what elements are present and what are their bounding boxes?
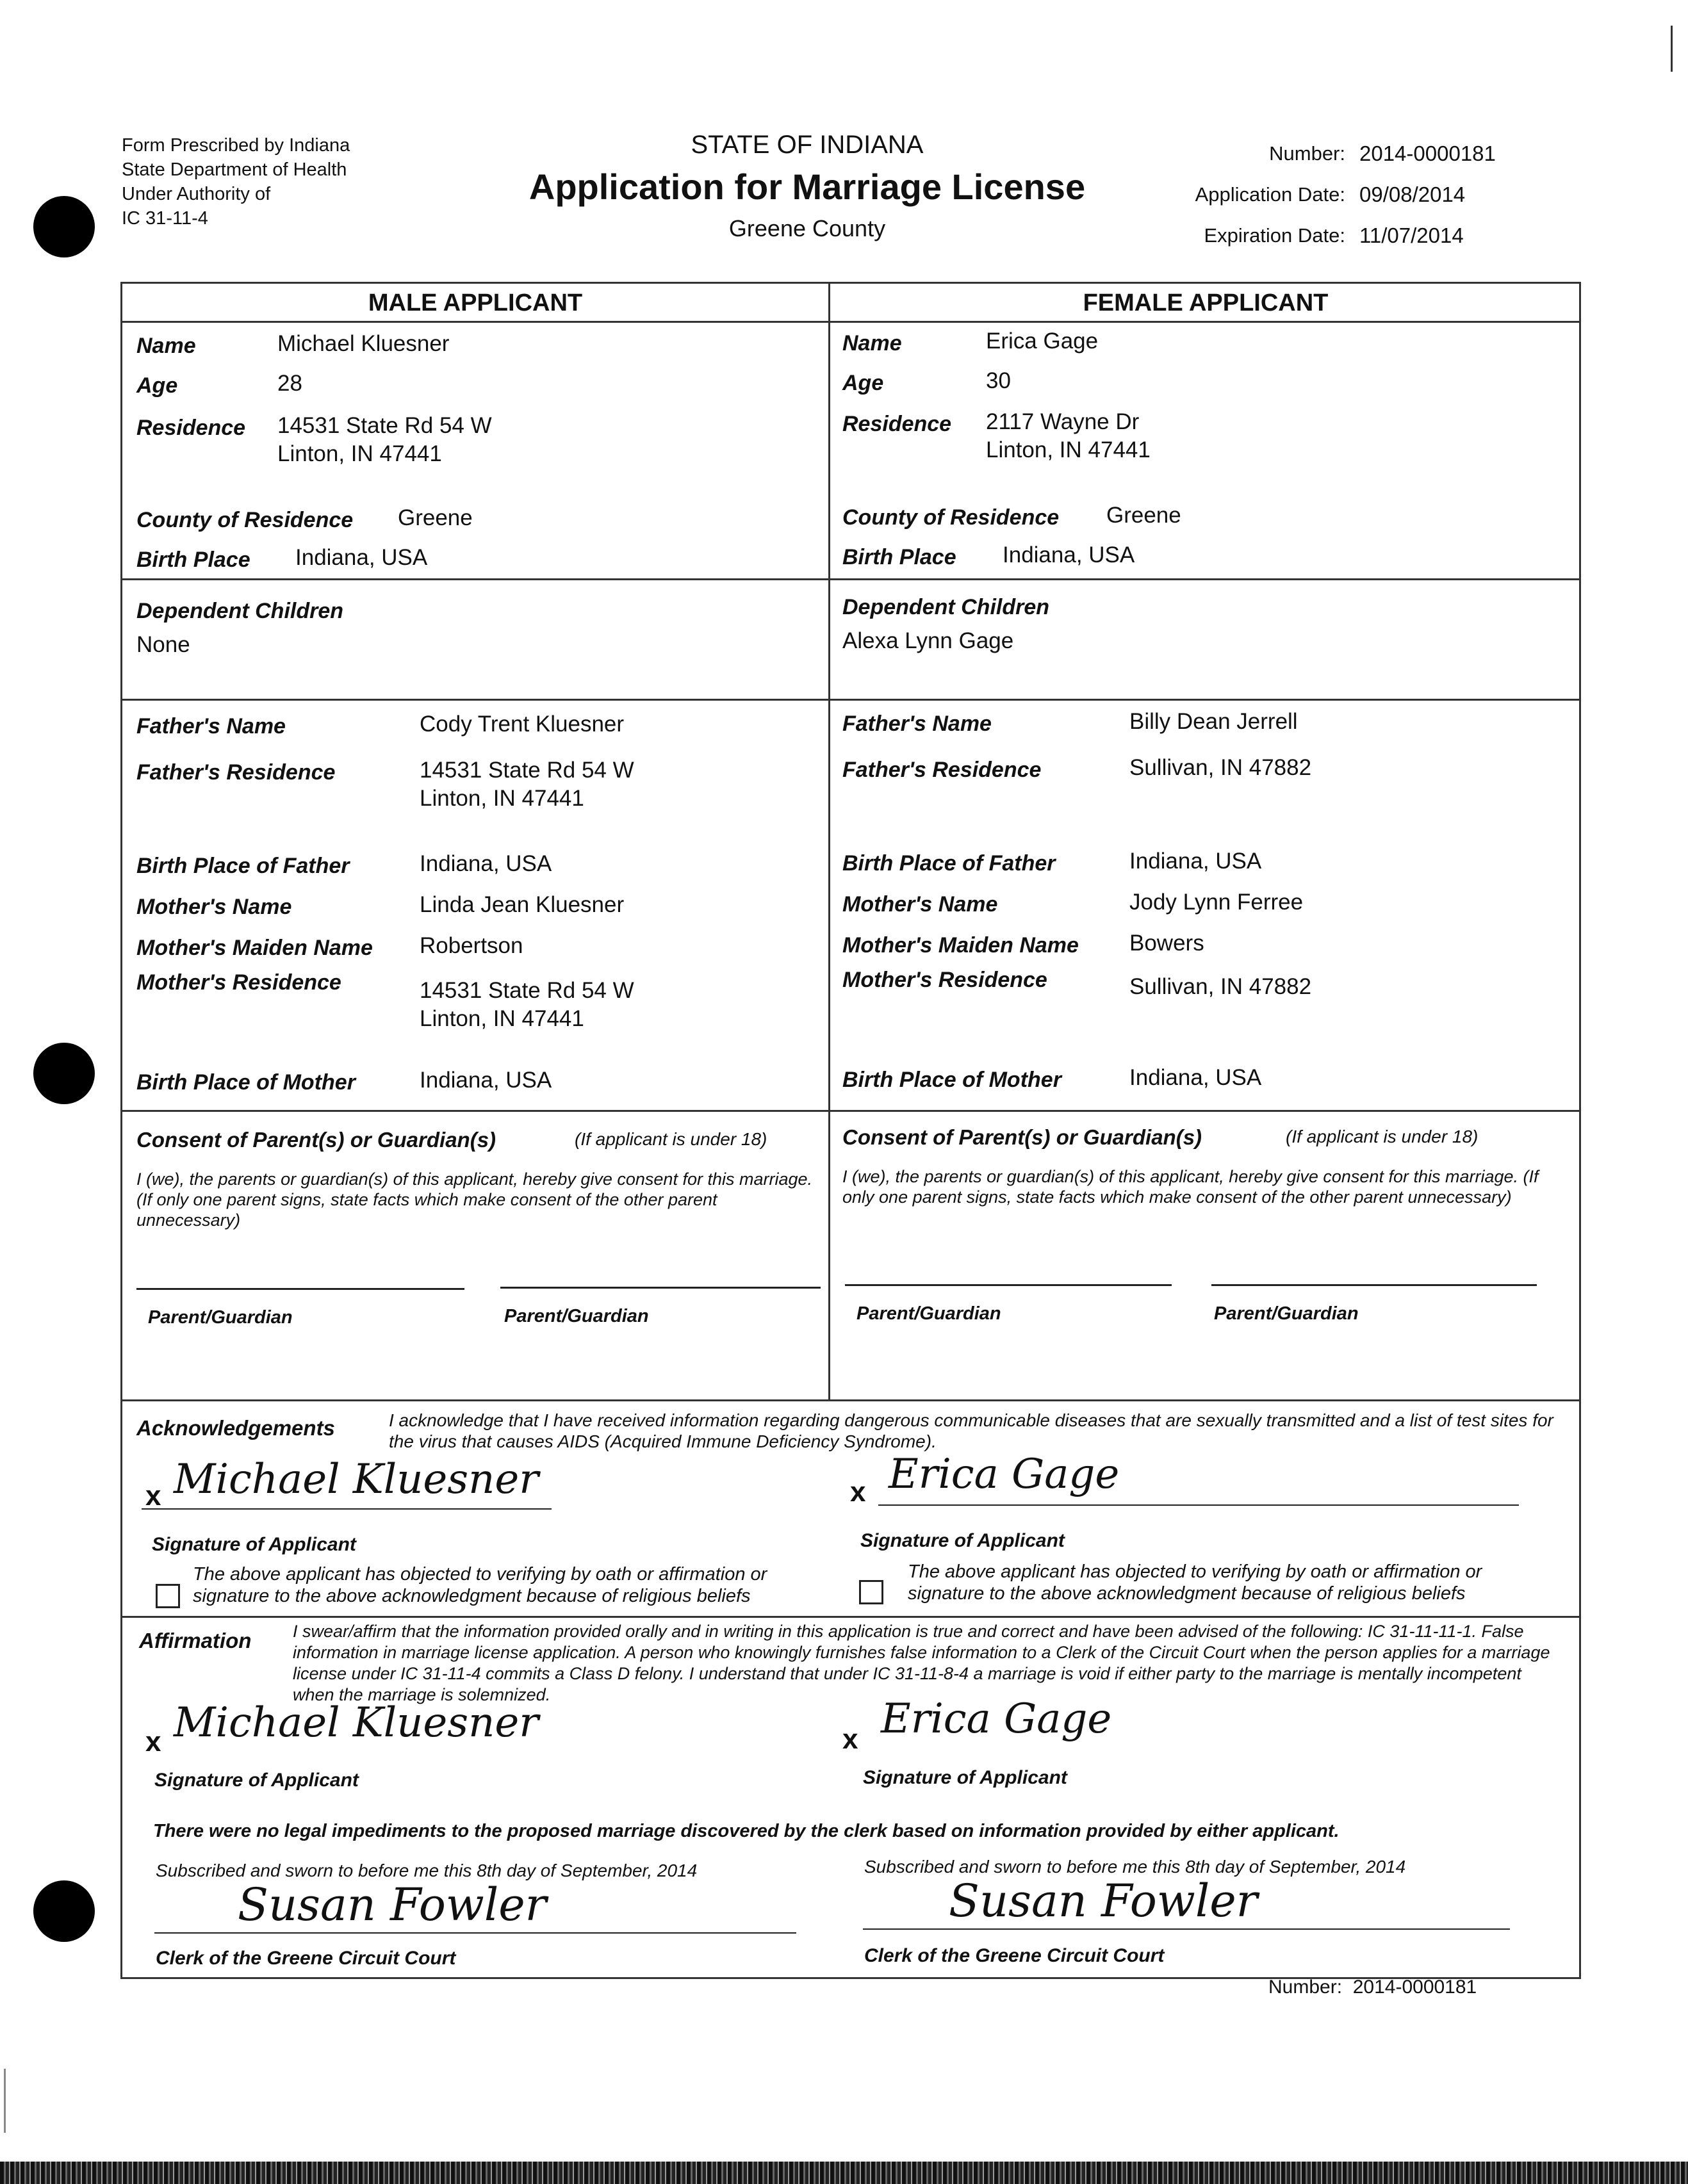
no-impediments-statement: There were no legal impediments to the proposed marriage discovered by the clerk based on information provided by either applicant. [153, 1821, 1340, 1841]
female-mother-name-label: Mother's Name [842, 892, 998, 917]
document-heading [487, 128, 1127, 245]
female-mother-maiden-value: Bowers [1129, 931, 1204, 956]
parent-guardian-label: Parent/Guardian [148, 1307, 293, 1328]
female-county-label: County of Residence [842, 505, 1060, 530]
male-birth-place-value: Indiana, USA [295, 545, 428, 570]
number-value: 2014-0000181 [1359, 142, 1496, 165]
female-mother-residence-label: Mother's Residence [842, 968, 1047, 992]
female-father-name-label: Father's Name [842, 712, 992, 736]
male-mother-residence-line2: Linton, IN 47441 [420, 1006, 584, 1031]
clerk-signature-right: Susan Fowler [949, 1875, 1258, 1927]
female-applicant-heading: FEMALE APPLICANT [1083, 289, 1329, 316]
male-consent-title: Consent of Parent(s) or Guardian(s) [136, 1128, 496, 1152]
footer-number-label: Number: [1268, 1976, 1343, 1998]
parent-signature-line [500, 1287, 821, 1289]
male-dependents-value: None [136, 632, 190, 657]
female-objection-checkbox[interactable] [859, 1580, 883, 1604]
male-dependents-label: Dependent Children [136, 599, 344, 623]
female-county-value: Greene [1106, 503, 1181, 528]
male-age-label: Age [136, 373, 178, 398]
form-prescribed-note [122, 133, 350, 231]
male-father-residence-line1: 14531 State Rd 54 W [420, 758, 634, 783]
female-mother-name-value: Jody Lynn Ferree [1129, 890, 1304, 915]
female-consent-note: (If applicant is under 18) [1286, 1127, 1479, 1146]
male-mother-residence-label: Mother's Residence [136, 970, 341, 995]
x-mark: x [842, 1724, 858, 1755]
male-mother-name-value: Linda Jean Kluesner [420, 892, 625, 917]
male-birth-place-label: Birth Place [136, 548, 250, 572]
number-label: Number: [1269, 142, 1345, 165]
x-mark: x [850, 1476, 866, 1508]
form-prescribed-line: Form Prescribed by Indiana [122, 135, 350, 156]
clerk-label-left: Clerk of the Greene Circuit Court [156, 1948, 456, 1969]
acknowledgement-text: I acknowledge that I have received information regarding dangerous communicable diseases that are sexually transmitted and a list of test sites for the virus that causes AIDS (Acquired Immune Deficiency Syndrome). [389, 1410, 1553, 1451]
application-date-value: 09/08/2014 [1359, 183, 1466, 206]
application-form [120, 282, 1581, 1979]
punch-hole [33, 1880, 95, 1942]
male-father-name-label: Father's Name [136, 714, 286, 738]
clerk-signature-line [863, 1928, 1510, 1930]
male-signature: Michael Kluesner [174, 1699, 539, 1747]
male-mother-maiden-value: Robertson [420, 933, 523, 958]
female-objection-text: The above applicant has objected to verifying by oath or affirmation or signature to the above acknowledgment because of religious beliefs [908, 1561, 1482, 1604]
affirmation-label: Affirmation [139, 1629, 252, 1652]
signature-line [142, 1508, 552, 1510]
female-age-label: Age [842, 371, 884, 395]
county-name: Greene County [728, 215, 886, 241]
male-mother-maiden-label: Mother's Maiden Name [136, 936, 373, 960]
footer-number [1268, 1976, 1477, 1998]
row-divider [122, 699, 1579, 701]
form-prescribed-line: IC 31-11-4 [122, 208, 208, 229]
x-mark: x [145, 1726, 161, 1757]
female-dependents-value: Alexa Lynn Gage [842, 628, 1014, 653]
female-dependents-label: Dependent Children [842, 595, 1050, 619]
male-county-label: County of Residence [136, 508, 354, 532]
male-age-value: 28 [277, 371, 302, 396]
application-date-label: Application Date: [1195, 183, 1345, 206]
female-mother-birth-place-label: Birth Place of Mother [842, 1068, 1061, 1092]
male-residence-label: Residence [136, 416, 246, 440]
female-name-label: Name [842, 331, 902, 355]
male-residence-line2: Linton, IN 47441 [277, 441, 442, 466]
male-consent-text: I (we), the parents or guardian(s) of this applicant, hereby give consent for this marriage. (If only one parent signs, state facts which make consent of the other parent unnecessary) [136, 1169, 813, 1230]
row-divider [122, 578, 1579, 580]
subscribed-statement-left: Subscribed and sworn to before me this 8th day of September, 2014 [156, 1861, 698, 1880]
document-title: Application for Marriage License [529, 167, 1086, 207]
subscribed-statement-right: Subscribed and sworn to before me this 8th day of September, 2014 [864, 1857, 1406, 1877]
license-meta [1121, 133, 1496, 256]
female-father-residence-value: Sullivan, IN 47882 [1129, 755, 1312, 780]
male-father-birth-place-label: Birth Place of Father [136, 854, 350, 878]
parent-signature-line [845, 1284, 1172, 1286]
footer-number-value: 2014-0000181 [1352, 1976, 1477, 1998]
clerk-signature-left: Susan Fowler [238, 1878, 547, 1931]
parent-guardian-label: Parent/Guardian [1214, 1303, 1359, 1324]
female-mother-maiden-label: Mother's Maiden Name [842, 933, 1079, 958]
male-name-label: Name [136, 334, 196, 358]
female-birth-place-label: Birth Place [842, 545, 956, 569]
row-divider [122, 1399, 1579, 1401]
signature-line [878, 1504, 1519, 1506]
expiration-date-value: 11/07/2014 [1359, 224, 1464, 247]
male-name-value: Michael Kluesner [277, 331, 450, 356]
punch-hole [33, 196, 95, 257]
male-residence-line1: 14531 State Rd 54 W [277, 413, 492, 438]
female-residence-label: Residence [842, 412, 952, 436]
row-divider [122, 1110, 1579, 1112]
scan-mark [4, 2069, 6, 2133]
male-father-residence-line2: Linton, IN 47441 [420, 786, 584, 811]
column-divider [828, 284, 830, 1399]
form-prescribed-line: State Department of Health [122, 159, 347, 180]
male-objection-checkbox[interactable] [156, 1584, 180, 1608]
scan-edge-strip [0, 2162, 1688, 2184]
female-name-value: Erica Gage [986, 329, 1099, 354]
male-mother-name-label: Mother's Name [136, 895, 292, 919]
female-age-value: 30 [986, 368, 1011, 393]
male-signature: Michael Kluesner [174, 1456, 539, 1503]
male-objection-text: The above applicant has objected to verifying by oath or affirmation or signature to the above acknowledgment because of religious beliefs [193, 1564, 767, 1606]
female-mother-birth-place-value: Indiana, USA [1129, 1065, 1262, 1090]
state-name: STATE OF INDIANA [691, 131, 924, 159]
male-mother-residence-line1: 14531 State Rd 54 W [420, 978, 634, 1003]
female-mother-residence-value: Sullivan, IN 47882 [1129, 974, 1312, 999]
female-father-birth-place-label: Birth Place of Father [842, 851, 1056, 876]
male-father-residence-label: Father's Residence [136, 760, 336, 785]
male-mother-birth-place-value: Indiana, USA [420, 1068, 552, 1093]
female-signature: Erica Gage [881, 1695, 1112, 1743]
parent-signature-line [136, 1288, 464, 1290]
male-signature-label: Signature of Applicant [152, 1534, 356, 1555]
clerk-signature-line [154, 1932, 796, 1934]
parent-signature-line [1211, 1284, 1537, 1286]
female-signature-label: Signature of Applicant [860, 1530, 1065, 1551]
male-father-name-value: Cody Trent Kluesner [420, 712, 625, 737]
expiration-date-label: Expiration Date: [1204, 224, 1345, 247]
row-divider [122, 1616, 1579, 1618]
clerk-label-right: Clerk of the Greene Circuit Court [864, 1945, 1165, 1966]
female-father-name-value: Billy Dean Jerrell [1129, 709, 1298, 734]
male-father-birth-place-value: Indiana, USA [420, 851, 552, 876]
male-consent-note: (If applicant is under 18) [575, 1129, 767, 1149]
female-birth-place-value: Indiana, USA [1003, 542, 1135, 567]
acknowledgements-label: Acknowledgements [136, 1416, 335, 1440]
affirmation-text: I swear/affirm that the information provided orally and in writing in this application is true and correct and have been advised of the following: IC 31-11-11-1. False information in marriage license application. A person who knowingly furnishes false information to a Clerk of the Circuit Court when the person applies for a marriage license under IC 31-11-4 commits a Class D felony. I understand that under IC 31-11-8-4 a marriage is void if either party to the marriage is mentally incompetent when the marriage is solemnized. [293, 1622, 1550, 1704]
male-applicant-heading: MALE APPLICANT [368, 289, 583, 316]
form-prescribed-line: Under Authority of [122, 184, 271, 204]
female-consent-text: I (we), the parents or guardian(s) of this applicant, hereby give consent for this marriage. (If only one parent signs, state facts which make consent of the other parent unnecessary) [842, 1167, 1539, 1207]
parent-guardian-label: Parent/Guardian [856, 1303, 1001, 1324]
male-mother-birth-place-label: Birth Place of Mother [136, 1070, 356, 1095]
female-residence-line2: Linton, IN 47441 [986, 437, 1151, 462]
scan-mark [1671, 26, 1673, 72]
female-affirmation-signature-label: Signature of Applicant [863, 1767, 1067, 1788]
female-residence-line1: 2117 Wayne Dr [986, 409, 1140, 434]
female-father-residence-label: Father's Residence [842, 758, 1042, 782]
female-signature: Erica Gage [889, 1451, 1120, 1498]
female-father-birth-place-value: Indiana, USA [1129, 849, 1262, 874]
parent-guardian-label: Parent/Guardian [504, 1306, 649, 1326]
punch-hole [33, 1043, 95, 1104]
male-affirmation-signature-label: Signature of Applicant [154, 1770, 359, 1791]
male-county-value: Greene [398, 505, 473, 530]
x-mark: x [145, 1480, 161, 1512]
row-divider [122, 321, 1579, 323]
female-consent-title: Consent of Parent(s) or Guardian(s) [842, 1125, 1202, 1149]
